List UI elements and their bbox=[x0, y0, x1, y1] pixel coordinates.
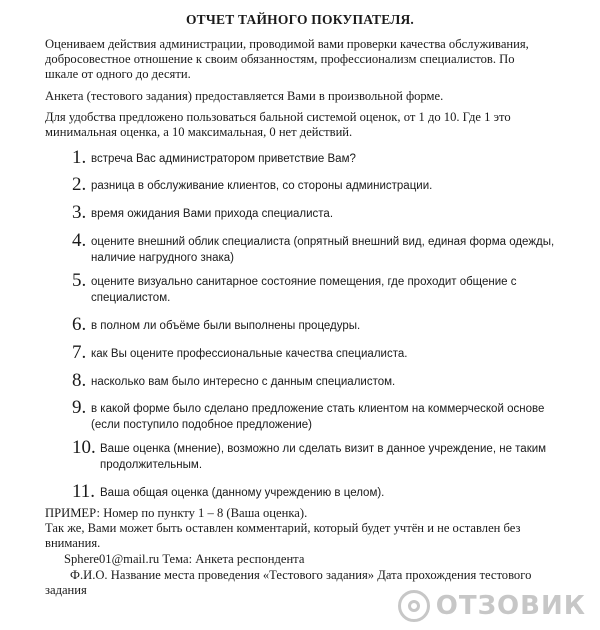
form-note: Анкета (тестового задания) предоставляется Вами в произвольной форме. bbox=[45, 89, 444, 103]
item-text: насколько вам было интересно с данным специалистом. bbox=[91, 376, 396, 388]
item-number: 7. bbox=[72, 342, 87, 363]
scoring-paragraph bbox=[45, 110, 565, 140]
comment-paragraph bbox=[45, 521, 565, 551]
item-text: как Вы оцените профессиональные качества специалиста. bbox=[91, 348, 408, 360]
fio-line: задания bbox=[45, 583, 87, 597]
item-number: 6. bbox=[72, 314, 87, 335]
item-text: время ожидания Вами прихода специалиста. bbox=[91, 208, 334, 220]
item-text: в какой форме было сделано предложение стать клиентом на коммерческой основе bbox=[91, 403, 545, 415]
watermark-text: ОТЗОВИК bbox=[435, 591, 586, 621]
item-number: 4. bbox=[72, 230, 87, 251]
item-number: 8. bbox=[72, 370, 87, 391]
item-text: специалистом. bbox=[91, 292, 171, 304]
item-number: 11. bbox=[72, 481, 96, 502]
otzovik-watermark bbox=[398, 590, 586, 622]
item-text: в полном ли объёме были выполнены процедуры. bbox=[91, 320, 361, 332]
item-number: 2. bbox=[72, 174, 87, 195]
item-number: 1. bbox=[72, 147, 87, 168]
fio-line: Ф.И.О. Название места проведения «Тестового задания» Дата прохождения тестового bbox=[70, 568, 532, 582]
item-text: встреча Вас администратором приветствие Вам? bbox=[91, 153, 356, 165]
item-number: 9. bbox=[72, 397, 87, 418]
intro-line: добросовестное отношение к своим обязанностям, профессионализм специалистов. По bbox=[45, 52, 515, 66]
example-line: ПРИМЕР: Номер по пункту 1 – 8 (Ваша оценка). bbox=[45, 506, 308, 520]
intro-paragraph bbox=[45, 37, 565, 82]
item-text: (если поступило подобное предложение) bbox=[91, 419, 312, 431]
item-text: оцените визуально санитарное состояние помещения, где проходит общение с bbox=[91, 276, 517, 288]
item-number: 10. bbox=[72, 437, 96, 458]
item-number: 5. bbox=[72, 270, 87, 291]
intro-line: шкале от одного до десяти. bbox=[45, 67, 191, 81]
item-text: оцените внешний облик специалиста (опрятный внешний вид, единая форма одежды, bbox=[91, 236, 555, 248]
contact-line: Sphere01@mail.ru Тема: Анкета респондента bbox=[64, 552, 305, 566]
document-title: ОТЧЕТ ТАЙНОГО ПОКУПАТЕЛЯ. bbox=[185, 12, 414, 27]
item-text: наличие нагрудного знака) bbox=[91, 252, 234, 264]
comment-line: внимания. bbox=[45, 536, 101, 550]
item-text: разница в обслуживание клиентов, со стороны администрации. bbox=[91, 180, 433, 192]
scoring-line: минимальная оценка, а 10 максимальная, 0 нет действий. bbox=[45, 125, 353, 139]
scoring-line: Для удобства предложено пользоваться бальной системой оценок, от 1 до 10. Где 1 это bbox=[45, 110, 511, 124]
otzovik-logo-icon bbox=[398, 590, 430, 622]
item-text: продолжительным. bbox=[100, 459, 203, 471]
item-text: Ваша общая оценка (данному учреждению в целом). bbox=[100, 487, 385, 499]
comment-line: Так же, Вами может быть оставлен комментарий, который будет учтён и не оставлен без bbox=[45, 521, 521, 535]
item-number: 3. bbox=[72, 202, 87, 223]
item-text: Ваше оценка (мнение), возможно ли сделать визит в данное учреждение, не таким bbox=[100, 443, 547, 455]
intro-line: Оцениваем действия администрации, проводимой вами проверки качества обслуживания, bbox=[45, 37, 529, 51]
